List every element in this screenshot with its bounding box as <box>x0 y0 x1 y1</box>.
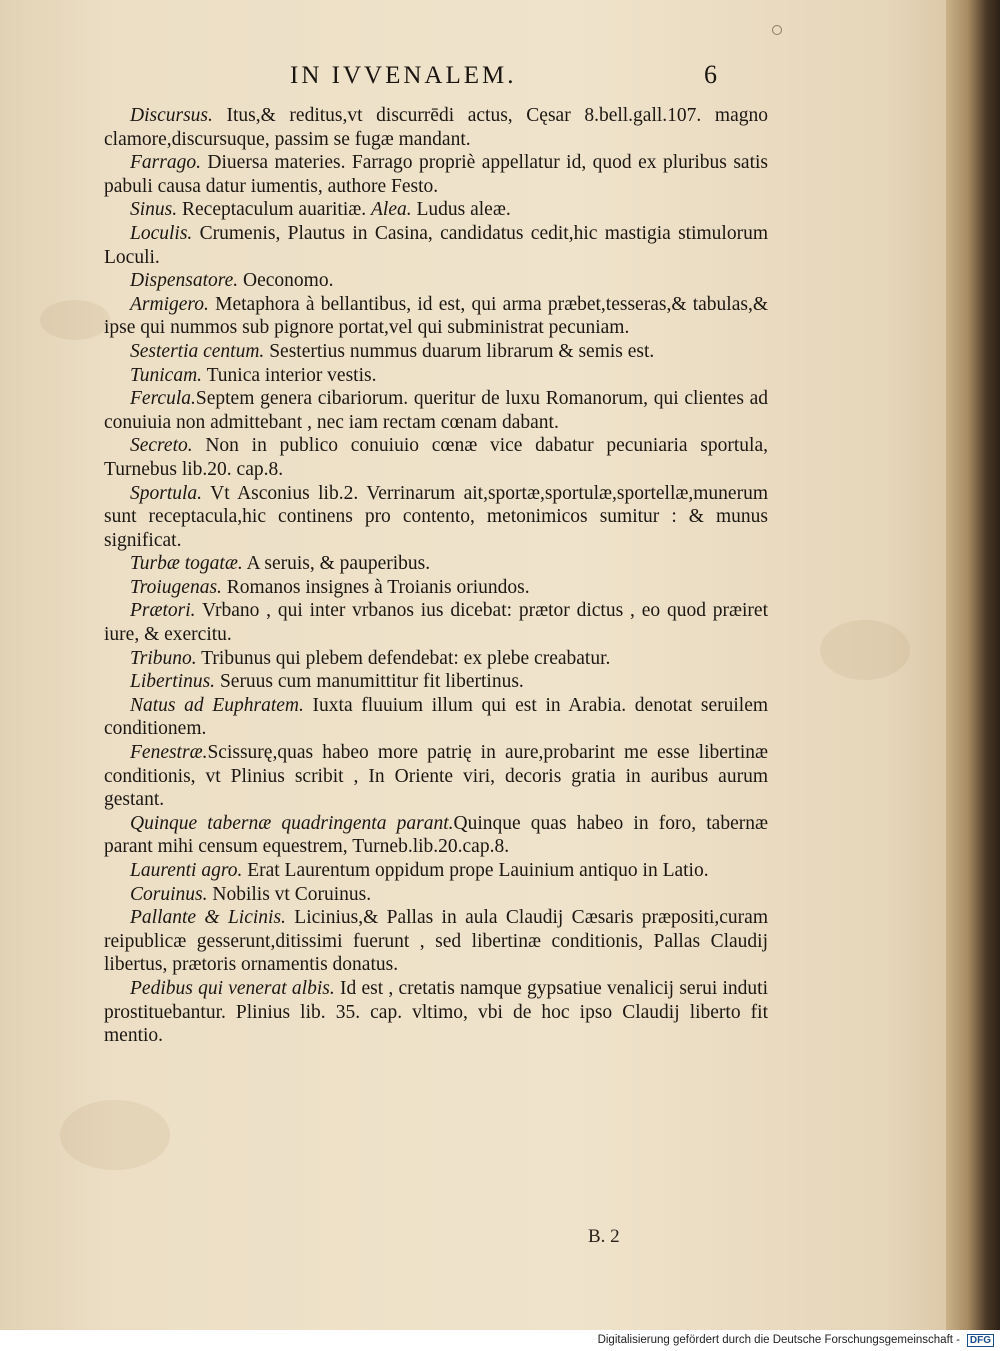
commentary-entry <box>104 647 768 671</box>
entry-gloss: Romanos insignes à Troianis oriundos. <box>221 576 530 598</box>
commentary-entry <box>104 576 768 600</box>
entry-lemma: Sestertia centum. <box>130 340 265 362</box>
commentary-entry <box>104 198 768 222</box>
entry-lemma: Fercula. <box>130 388 196 410</box>
commentary-entry <box>104 906 768 977</box>
commentary-entry <box>104 812 768 859</box>
commentary-entry <box>104 340 768 364</box>
commentary-entry <box>104 269 768 293</box>
entry-lemma: Fenestræ. <box>130 742 208 764</box>
entry-gloss: Seruus cum manumittitur fit libertinus. <box>215 671 524 693</box>
commentary-text <box>104 104 768 1048</box>
entry-lemma: Secreto. <box>130 435 193 457</box>
entry-lemma: Quinque tabernæ quadringenta parant. <box>130 812 454 834</box>
entry-lemma: Turbæ togatæ. <box>130 553 243 575</box>
signature-mark: B. 2 <box>588 1226 620 1247</box>
entry-gloss: Metaphora à bellantibus, id est, qui arma præbet,tesseras,& tabulas,& ipse qui nummos sub pignore portat,vel qui subministrat pecuniam. <box>104 293 768 339</box>
entry-lemma: Dispensatore. <box>130 270 239 292</box>
commentary-entry <box>104 694 768 741</box>
entry-gloss: Tribunus qui plebem defendebat: ex plebe creabatur. <box>196 647 611 669</box>
commentary-entry <box>104 482 768 553</box>
commentary-entry <box>104 741 768 812</box>
entry-gloss: Licinius,& Pallas in aula Claudij Cæsaris præpositi,curam reipublicæ gesserunt,ditissimi fuerunt , sed libertinæ conditionis, Pallas Claudij libertus, prætoris ornamentis donatus. <box>104 907 768 976</box>
book-edge <box>946 0 1000 1330</box>
foxing-stain <box>60 1100 170 1170</box>
entry-gloss: Crumenis, Plautus in Casina, candidatus cedit,hic mastigia stimulorum Loculi. <box>104 222 768 268</box>
entry-gloss: Quinque quas habeo in foro, tabernæ parant mihi censum equestrem, Turneb.lib.20.cap.8. <box>104 812 768 858</box>
entry-lemma: Sportula. <box>130 482 203 504</box>
commentary-entry <box>104 364 768 388</box>
dfg-logo: DFG <box>967 1334 994 1347</box>
commentary-entry <box>104 387 768 434</box>
entry-gloss: Vrbano , qui inter vrbanos ius dicebat: prætor dictus , eo quod præiret iure, & exercitu. <box>104 600 768 646</box>
foxing-stain <box>40 300 110 340</box>
commentary-entry <box>104 552 768 576</box>
entry-lemma: Prætori. <box>130 600 196 622</box>
commentary-entry <box>104 434 768 481</box>
commentary-entry <box>104 599 768 646</box>
entry-lemma: Armigero. <box>130 293 209 315</box>
entry-lemma: Libertinus. <box>130 671 216 693</box>
entry-lemma: Tunicam. <box>130 364 203 386</box>
entry-lemma: Laurenti agro. <box>130 860 243 881</box>
commentary-entry <box>104 883 768 907</box>
entry-gloss: Id est , cretatis namque gypsatiue venalicij serui induti prostituebantur. Plinius lib. 35. cap. vltimo, vbi de hoc ipso Claudij liberto fit mentio. <box>104 977 768 1047</box>
entry-lemma: Pallante & Licinis. <box>130 907 286 929</box>
entry-lemma: Troiugenas. <box>130 576 222 598</box>
entry-gloss: Diuersa materies. Farrago propriè appellatur id, quod ex pluribus satis pabuli causa datur iumentis, authore Festo. <box>104 152 768 197</box>
entry-gloss: Oeconomo. <box>238 270 334 292</box>
page-number: 6 <box>704 60 720 89</box>
running-title: IN IVVENALEM. <box>290 62 517 89</box>
commentary-entry <box>104 293 768 340</box>
entry-lemma: Farrago. <box>130 152 201 174</box>
entry-gloss: Ludus aleæ. <box>411 199 511 221</box>
entry-lemma: Pedibus qui venerat albis. <box>130 977 335 999</box>
entry-lemma: Sinus. <box>130 199 178 221</box>
entry-gloss: A seruis, & pauperibus. <box>242 553 431 575</box>
entry-gloss: Vt Asconius lib.2. Verrinarum ait,sportæ,sportulæ,sportellæ,munerum sunt receptacula,hic continens pro contento, metonimicos sumitur : & munus significat. <box>104 482 768 551</box>
entry-gloss: Non in publico conuiuio cœnæ vice dabatur pecuniaria sportula, Turnebus lib.20. cap.8. <box>104 435 768 480</box>
entry-lemma: Natus ad Euphratem. <box>130 694 304 716</box>
entry-gloss: Receptaculum auaritiæ. <box>177 199 371 221</box>
entry-lemma: Alea. <box>371 199 412 221</box>
foxing-stain <box>820 620 910 680</box>
entry-gloss: Itus,& reditus,vt discurrēdi actus, Cęsar 8.bell.gall.107. magno clamore,discursuque, passim se fugæ mandant. <box>104 105 768 150</box>
commentary-entry <box>104 151 768 198</box>
entry-lemma: Discursus. <box>130 105 213 126</box>
entry-gloss: Nobilis vt Coruinus. <box>207 883 372 905</box>
entry-gloss: Sestertius nummus duarum librarum & semis est. <box>264 340 655 362</box>
entry-lemma: Loculis. <box>130 222 193 244</box>
entry-lemma: Tribuno. <box>130 647 197 669</box>
commentary-entry <box>104 222 768 269</box>
digitization-footer <box>0 1330 1000 1351</box>
entry-gloss: Scissurę,quas habeo more patrię in aure,probarint me esse libertinæ conditionis, vt Plinius scribit , In Oriente viri, decoris gratia in auribus aurum gestant. <box>104 742 768 811</box>
commentary-entry <box>104 859 768 883</box>
entry-gloss: Septem genera cibariorum. queritur de luxu Romanorum, qui clientes ad conuiuia non admittebant , nec iam rectam cœnam dabant. <box>104 388 768 433</box>
funding-credit: Digitalisierung gefördert durch die Deutsche Forschungsgemeinschaft - <box>597 1334 960 1346</box>
entry-gloss: Erat Laurentum oppidum prope Lauinium antiquo in Latio. <box>242 860 709 881</box>
commentary-entry <box>104 977 768 1048</box>
entry-lemma: Coruinus. <box>130 883 208 905</box>
commentary-entry <box>104 670 768 694</box>
commentary-entry <box>104 104 768 151</box>
entry-gloss: Tunica interior vestis. <box>202 364 377 386</box>
pinhole-mark <box>772 25 782 35</box>
entry-gloss: Iuxta fluuium illum qui est in Arabia. denotat seruilem conditionem. <box>104 694 769 740</box>
